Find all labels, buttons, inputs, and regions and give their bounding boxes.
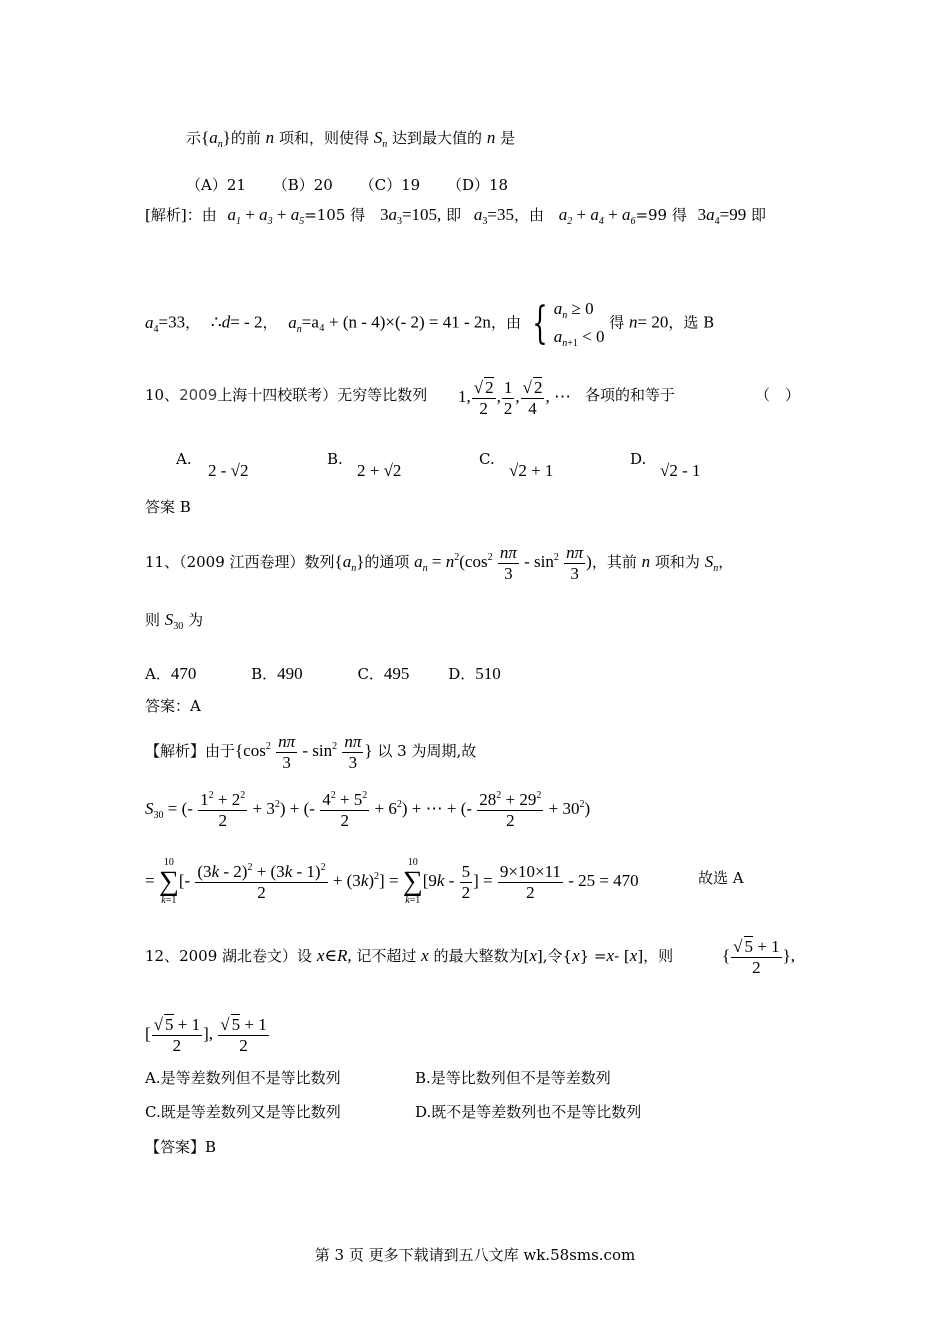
q10-opt-a-label: A.: [176, 450, 192, 468]
d-value: = - 2: [230, 312, 263, 332]
q9-option-b: （B）20: [272, 176, 333, 194]
s30-expansion: $S_{30}$ = (- $\frac{1^2 + 2^2}{2}$ + $3^2$) + (- $\frac{4^2 + 5^2}{2}$ + $6^2$) + ⋯ + (- $\frac{28^2 + 29^2}{2}$ + $30^2$): [145, 790, 591, 830]
q9-text-a: 示: [186, 129, 202, 147]
page-footer: 第 3 页 更多下载请到五八文库 wk.58sms.com: [314, 1246, 636, 1264]
you-text: ，由: [513, 206, 544, 224]
q11-opt-d-value: 510: [475, 664, 501, 683]
period-expr: {$\cos^2$ $\frac{n\pi}{3}$ - $\sin^2$ $\frac{n\pi}{3}$ }: [235, 732, 373, 772]
q11-opt-c-value: 495: [383, 664, 410, 683]
var-x3: x: [572, 946, 580, 965]
frac-1-2: $\frac{1}{2}$: [503, 378, 513, 418]
q10-opt-b-expr: 2 + √2: [357, 461, 402, 480]
q11-analysis-label: 【解析】由于: [145, 741, 236, 760]
q9-text-d: 达到最大值的: [392, 129, 483, 147]
q9-text-c: 项和，则使得: [278, 129, 369, 147]
left-brace-icon: {: [532, 297, 548, 349]
q10-opt-c-label: C.: [479, 450, 495, 468]
q11-tail2: 项和为: [654, 552, 700, 571]
sum-a2a4a6: $a_2 + a_4 + a_6$: [558, 205, 636, 227]
ze-text: 则: [145, 611, 161, 629]
q11-opt-a-value: 470: [170, 664, 197, 683]
q12-option-a: A.是等差数列但不是等比数列: [145, 1069, 341, 1087]
seq-braces: $\{a_n\}$: [201, 128, 231, 150]
q10-opt-c-expr: √2 + 1: [509, 461, 554, 480]
q11-answer: 答案：A: [145, 697, 201, 715]
frac-sqrt2-2: $\frac{√ 2}{2}$: [473, 378, 494, 418]
q11-mid: 的通项: [364, 552, 410, 571]
var-an: $a_n$: [288, 312, 302, 335]
q11-opt-d-label: D．: [448, 665, 476, 683]
q12-text7: ]，则: [637, 947, 674, 965]
q10-opt-b-label: B.: [327, 450, 343, 468]
q12-text4: ],令{: [536, 947, 573, 965]
q10-opt-d-label: D.: [630, 450, 647, 468]
ji-text: 即: [446, 206, 462, 224]
var-sn: $S_n$: [373, 128, 388, 150]
select-b: ，选 B: [668, 313, 715, 332]
seq-an: $\{a_n\}$: [334, 551, 365, 574]
ji2-text: 即: [751, 206, 767, 224]
q10-option-a: [176, 450, 192, 468]
frac-part-expr: { $\frac{√ 5 + 1}{2}$ },: [722, 937, 796, 977]
var-s30: $S_{30}$: [164, 610, 184, 632]
q12-option-b: B.是等比数列但不是等差数列: [415, 1069, 611, 1087]
an-expression: =a₄ + (n - 4)×(- 2) = 41 - 2n: [301, 312, 491, 332]
q9-analysis-line2: $a_4=33$， ∴d= - 2， $a_n=a_4 + (n - 4)\times(-$ 2) = 41 - 2n，由 { $a_n \ge 0$ $a_{n+1} < 0$ 得 n= 20，选 B: [145, 296, 714, 351]
q10-suffix: 各项的和等于: [585, 386, 676, 404]
q11-opt-b-value: 490: [277, 664, 303, 683]
var-x2: x: [529, 946, 537, 965]
q12-text6: - [: [614, 947, 630, 965]
var-n3: n: [629, 312, 638, 332]
cond1: ≥ 0: [571, 299, 594, 318]
var-n: n: [265, 128, 275, 147]
eq-a3: $a_3$: [473, 205, 488, 227]
q11-question: 11、（2009 江西卷理）数列$\{a_n\}$的通项 $a_n = n^2(\cos^2$ $\frac{n\pi}{3}$ - $\sin^2$ $\frac{n\pi}{3}$ )，其前 n 项和为 $S_n$，: [145, 543, 734, 583]
eq-3a4: $3a_4$: [697, 205, 720, 227]
de-text: 得: [609, 313, 625, 332]
cond2: < 0: [582, 326, 605, 346]
q11-result-tail: 故选 A: [698, 869, 744, 887]
var-d: d: [221, 312, 231, 332]
frac-sqrt2-4: $\frac{√ 2}{4}$: [522, 378, 543, 418]
q10-source: 上海十四校联考）无穷等比数列: [217, 386, 428, 404]
x-in-r: x: [316, 946, 325, 965]
q10-answer: 答案 B: [145, 498, 191, 516]
q12-answer: 【答案】B: [145, 1138, 217, 1156]
q11-options: [145, 664, 501, 684]
q12-text5: } =: [579, 947, 607, 965]
var-x1: x: [421, 946, 429, 965]
q12-text2: 记不超过: [356, 947, 417, 965]
q12-option-d: D.既不是等差数列也不是等比数列: [415, 1103, 642, 1121]
a3-value: =35: [487, 205, 514, 224]
eq-3a3: $3a_3$: [379, 205, 402, 227]
set-r: R,: [336, 946, 352, 965]
var-x4: x: [606, 946, 615, 965]
q12-text: 12、2009 湖北卷文）设: [145, 947, 313, 965]
seq-terms: [ $\frac{√ 5 + 1}{2}$ ], $\frac{√ 5 + 1}{2}$: [145, 1015, 267, 1055]
s30-sum: = 10 ∑ k=1 [- $\frac{(3k - 2)^2 + (3k - 1)^2}{2}$ + $(3k)^2$] = 10 ∑ k=1 [9k - $\frac{5}{2}$ ] = $\frac{9\times 10\times 11}{2}$ - 25 = 470: [145, 857, 639, 906]
you2-text: ，由: [490, 313, 521, 332]
q12-text3: 的最大整数为[: [433, 947, 530, 965]
q11-opt-c-label: C．: [357, 665, 384, 683]
q11-prefix: 11、（2009 江西卷理）数列: [145, 552, 335, 571]
q9-option-a: （A）21: [186, 176, 246, 194]
q12-question: [145, 946, 673, 966]
q10-opt-d-expr: √2 - 1: [660, 461, 701, 480]
q9-analysis-line1: [145, 205, 766, 228]
q11-tail: ，其前: [591, 552, 637, 571]
condition-stack: $a_n \ge 0$ $a_{n+1} < 0$: [553, 299, 605, 349]
therefore-icon: ∴: [210, 312, 222, 332]
q9-text-e: 是: [500, 129, 516, 147]
q9-question-line: [186, 128, 515, 151]
elem-of-icon: ∈: [324, 946, 337, 965]
q9-option-c: （C）19: [359, 176, 421, 194]
q10-year: 2009: [179, 386, 218, 404]
eq2-right: =105,: [401, 205, 442, 224]
q11-then: [145, 610, 203, 633]
eq3-right: =99 得: [635, 206, 687, 224]
var-x5: x: [629, 946, 638, 965]
var-sn2: $S_n$: [704, 551, 719, 574]
sum-a1a3a5: $a_1 + a_3 + a_5$: [227, 205, 305, 227]
a4-value: =33: [158, 312, 186, 332]
q11-opt-a-label: A．: [145, 665, 171, 683]
var-n4: n: [641, 551, 651, 571]
q10-opt-a-expr: 2 - √2: [208, 461, 249, 480]
an-formula: $a_n = n^2(\cos^2$ $\frac{n\pi}{3}$ - $\sin^2$ $\frac{n\pi}{3}$ ): [414, 543, 592, 583]
eq1-right: =105 得: [304, 206, 366, 224]
n-value: = 20: [637, 312, 669, 332]
eq-a4: $a_4$: [145, 312, 159, 335]
q10-answer-paren: （ ）: [755, 386, 801, 404]
q9-option-d: （D）18: [446, 176, 509, 194]
q11-analysis-tail: 以 3 为周期,故: [377, 741, 477, 760]
var-n2: n: [486, 128, 496, 147]
q9-text-b: 的前: [230, 129, 261, 147]
q12-option-c: C.既是等差数列又是等比数列: [145, 1103, 341, 1121]
analysis-label: [解析]：由: [145, 206, 217, 224]
q11-analysis: [145, 732, 476, 772]
q10-question: [145, 386, 427, 404]
q10-sequence: 1, $\frac{√ 2}{2}$ , $\frac{1}{2}$ , $\frac{√ 2}{4}$ , ⋯: [458, 378, 571, 418]
eq4-right: =99: [719, 205, 747, 224]
q11-opt-b-label: B．: [251, 665, 278, 683]
q9-options: [186, 176, 508, 194]
q10-prefix: 10、: [145, 386, 180, 404]
wei-text: 为: [188, 611, 204, 629]
